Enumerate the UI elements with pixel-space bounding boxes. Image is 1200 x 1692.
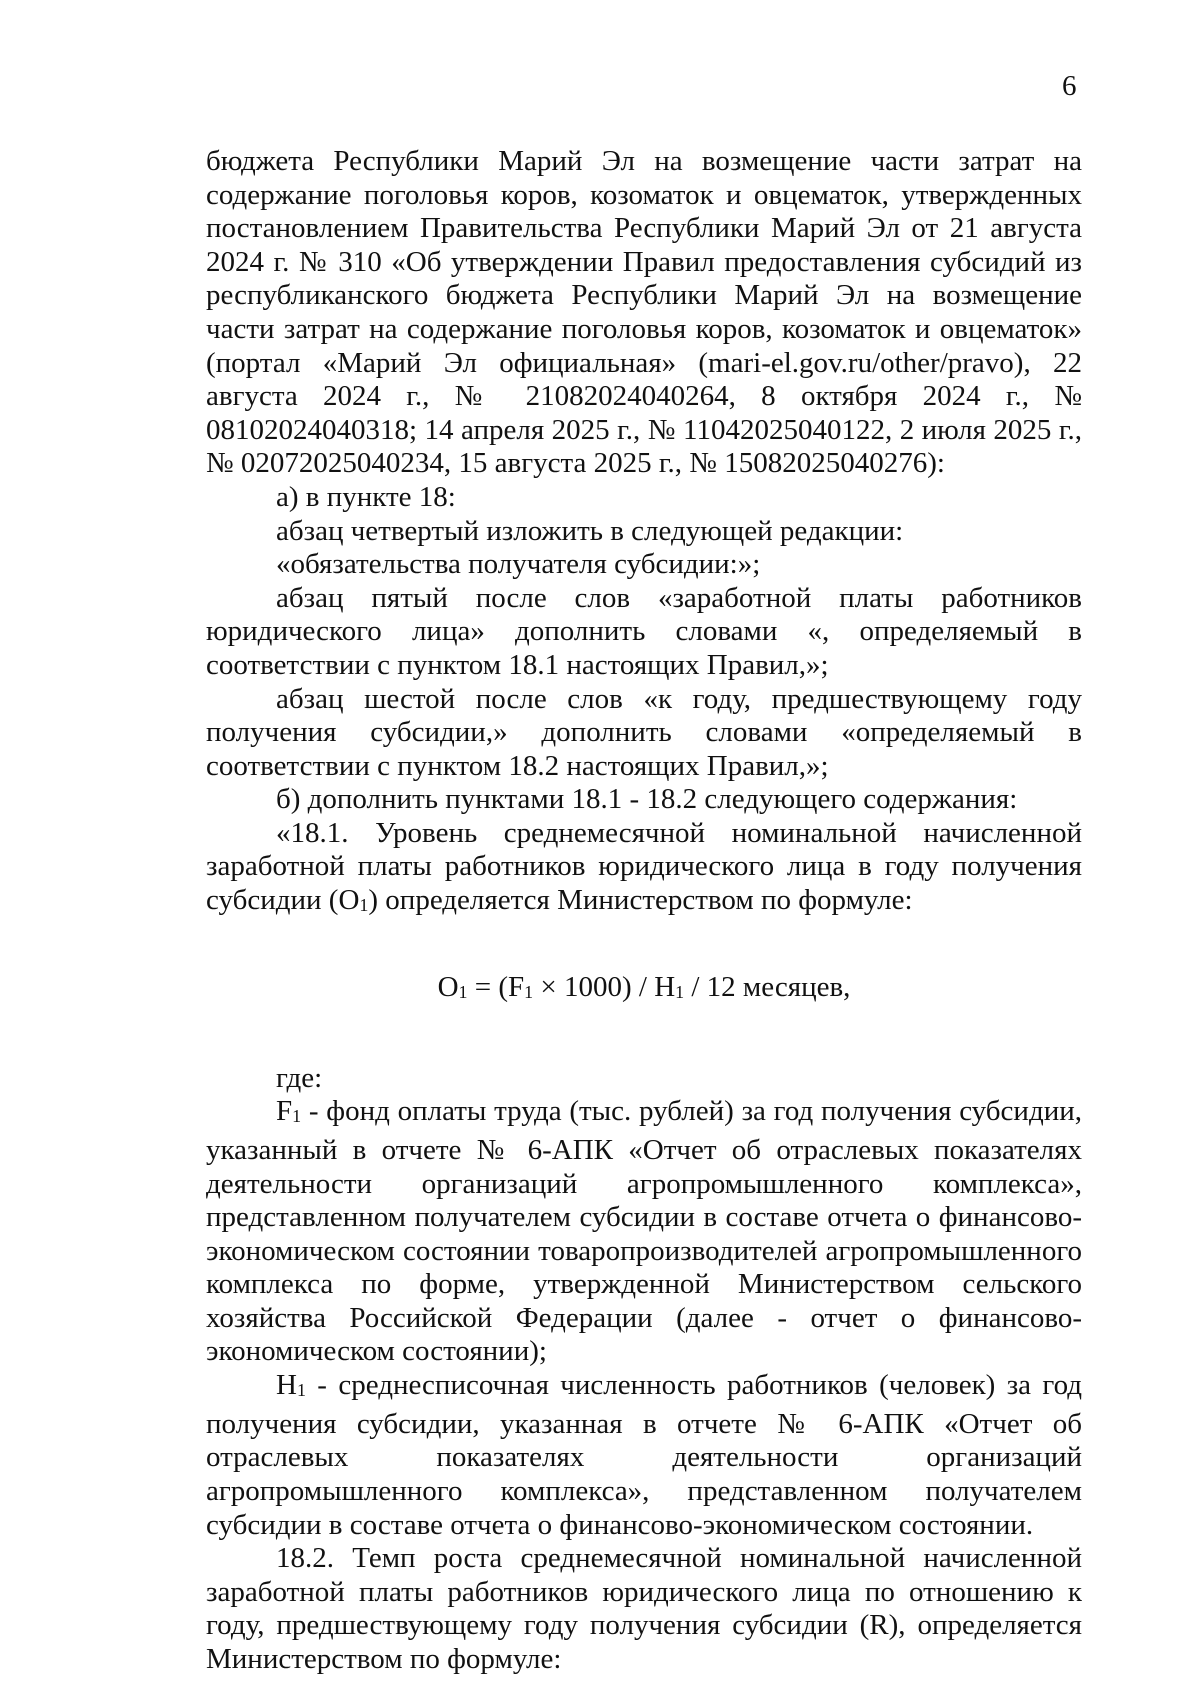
paragraph-item-a: а) в пункте 18: [276,480,456,513]
definition-h1-sub: 1 [296,1380,306,1401]
page-number: 6 [1062,70,1077,102]
paragraph-18-1-text-start: «18.1. Уровень среднемесячной номинальной начисленной заработной платы работников юридического лица в году получения субсидии (О [206,816,1082,917]
definition-h1-text: - среднесписочная численность работников (человек) за год получения субсидии, указанная в отчете № 6-АПК «Отчет об отраслевых показателях деятельности организаций агропромышленного комплекса», представленном получателем субсидии в составе отчета о финансово-экономическом состоянии. [206,1369,1082,1541]
definition-f1 [206,1095,1082,1369]
paragraph-18-1 [206,817,1082,923]
definition-f1-text: - фонд оплаты труда (тыс. рублей) за год получения субсидии, указанный в отчете № 6-АПК «Отчет об отраслевых показателях деятельности организаций агропромышленного комплекса», представленном получателем субсидии в составе отчета о финансово-экономическом состоянии товаропроизводителей агропромышленного комплекса по форме, утвержденной Министерством сельского хозяйства Российской Федерации (далее - отчет о финансово-экономическом состоянии); [206,1095,1082,1368]
formula-part-1: = (F [467,970,525,1003]
definition-f1-symbol: F [276,1095,293,1128]
formula-sub-o: 1 [458,981,468,1002]
formula-part-3: / 12 месяцев, [684,970,851,1003]
formula-sub-h: 1 [675,981,685,1002]
subscript-o1: 1 [359,895,369,916]
paragraph-obligations-quote: «обязательства получателя субсидии:»; [276,548,761,581]
formula-o1 [206,971,1082,1010]
definition-h1-symbol: Н [276,1369,297,1402]
paragraph-abzac-6: абзац шестой после слов «к году, предшествующему году получения субсидии,» дополнить словами «определяемый в соответствии с пунктом 18.2 настоящих Правил,»; [206,682,1082,782]
paragraph-intro: бюджета Республики Марий Эл на возмещение части затрат на содержание поголовья коров, козоматок и овцематок, утвержденных постановлением Правительства Республики Марий Эл от 21 августа 2024 г. № 310 «Об утверждении Правил предоставления субсидий из республиканского бюджета Республики Марий Эл на возмещение части затрат на содержание поголовья коров, козоматок и овцематок» (портал «Марий Эл официальная» (mari-el.gov.ru/other/pravo), 22 августа 2024 г., № 21082024040264, 8 октября 2024 г., № 08102024040318; 14 апреля 2025 г., № 11042025040122, 2 июля 2025 г., № 02072025040234, 15 августа 2025 г., № 15082025040276): [206,145,1082,480]
definition-h1 [206,1369,1082,1542]
formula-part-2: × 1000) / Н [533,970,676,1003]
paragraph-18-2: 18.2. Темп роста среднемесячной номинальной начисленной заработной платы работников юридического лица по отношению к году, предшествующему году получения субсидии (R), определяется Министерством по формуле: [206,1542,1082,1675]
paragraph-abzac-5: абзац пятый после слов «заработной платы работников юридического лица» дополнить словами «, определяемый в соответствии с пунктом 18.1 настоящих Правил,»; [206,581,1082,681]
definition-f1-sub: 1 [292,1106,302,1127]
document-body [206,145,1082,1677]
paragraph-item-b: б) дополнить пунктами 18.1 - 18.2 следующего содержания: [276,783,1018,816]
formula-sub-f: 1 [524,981,534,1002]
formula-symbol-o: О [437,970,459,1003]
paragraph-where: где: [276,1061,323,1094]
paragraph-18-1-text-end: ) определяется Министерством по формуле: [368,884,913,917]
paragraph-abzac-4: абзац четвертый изложить в следующей редакции: [276,514,904,547]
